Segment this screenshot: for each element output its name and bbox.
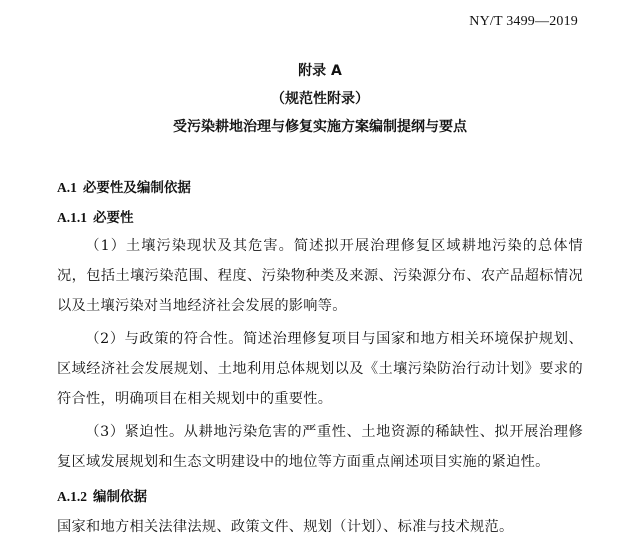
section-title: 编制依据 <box>93 489 147 505</box>
section-heading-a1 <box>57 176 191 196</box>
paragraph-pollution-status: （1）土壤污染现状及其危害。简述拟开展治理修复区域耕地污染的总体情况，包括土壤污染范围、程度、污染物种类及来源、污染源分布、农产品超标情况以及土壤污染对当地经济社会发展的影响等。 <box>57 238 583 314</box>
appendix-type: （规范性附录） <box>271 91 369 107</box>
paragraph-basis: 国家和地方相关法律法规、政策文件、规划（计划）、标准与技术规范。 <box>57 519 514 535</box>
paragraph-policy-compliance: （2）与政策的符合性。简述治理修复项目与国家和地方相关环境保护规划、区域经济社会发展规划、土地利用总体规划以及《土壤污染防治行动计划》要求的符合性，明确项目在相关规划中的重要性。 <box>57 331 583 407</box>
section-heading-a1-1 <box>57 206 134 226</box>
section-title: 必要性及编制依据 <box>82 180 191 196</box>
section-number: A.1.1 <box>57 210 87 225</box>
section-title: 必要性 <box>93 210 134 226</box>
section-heading-a1-2 <box>57 485 147 505</box>
standard-code: NY/T 3499—2019 <box>469 14 578 29</box>
section-number: A.1.2 <box>57 489 87 504</box>
appendix-title: 受污染耕地治理与修复实施方案编制提纲与要点 <box>173 119 467 135</box>
paragraph-urgency: （3）紧迫性。从耕地污染危害的严重性、土地资源的稀缺性、拟开展治理修复区域发展规划和生态文明建设中的地位等方面重点阐述项目实施的紧迫性。 <box>57 424 583 470</box>
section-number: A.1 <box>57 180 77 195</box>
appendix-label: 附录 A <box>298 63 342 79</box>
